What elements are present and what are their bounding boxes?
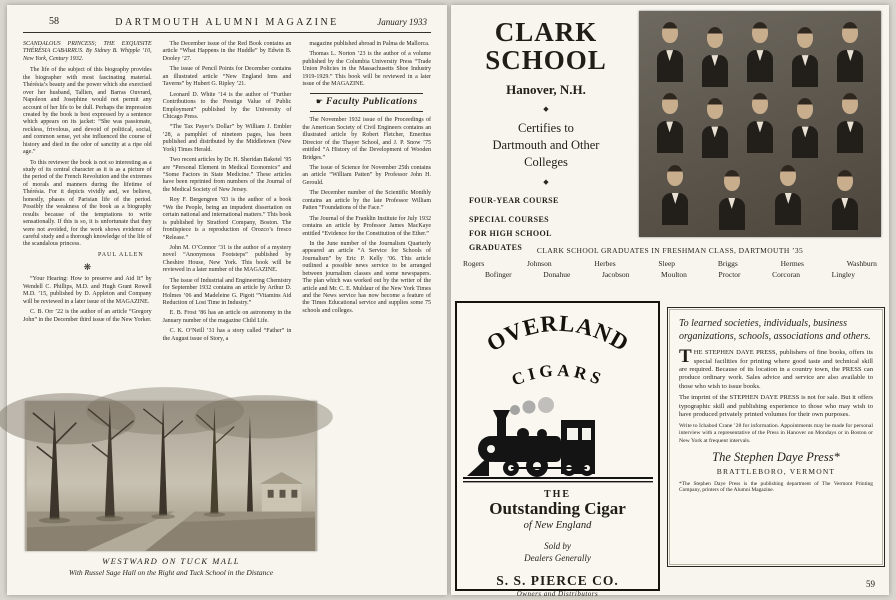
- note-paragraph: The November 1932 issue of the Proceedings of the American Society of Civil Engineers contains an illustrated article by Robert Fletcher, Emeritus Director of the Thayer School, and J. P. Snow ’75 entitled “A History of the Development of Wooden Bridges.”: [302, 117, 432, 161]
- note-paragraph: “Your Hearing: How to preserve and Aid It” by Wendell C. Phillips, M.D. and Hugh Grant Rowell M.D. ’15, published by D. Appleton and Company will be reviewed in a later issue of the MAGAZINE.: [23, 276, 152, 305]
- column-1: [23, 41, 152, 395]
- portrait: [746, 93, 774, 153]
- diamond-ornament-icon: ◆: [543, 105, 549, 114]
- graduate-name: Briggs: [717, 259, 738, 268]
- overland-region: of New England: [523, 519, 592, 531]
- portrait: [774, 165, 802, 225]
- daye-dropcap: T: [679, 346, 692, 368]
- diamond-ornament-icon: ◆: [543, 177, 549, 186]
- cigars-wordmark: CIGARS: [508, 360, 607, 390]
- clark-class-photo: [639, 11, 881, 237]
- column-3: [302, 41, 431, 395]
- note-paragraph: “The Tax Payer’s Dollar” by William J. Embler ’28, a pamphlet of nineteen pages, has been published and distributed by the Middletown (New York) Times Herald.: [162, 124, 292, 153]
- column-2: [163, 41, 292, 395]
- locomotive-illustration: [463, 398, 653, 484]
- note-paragraph: The December issue of the Red Book contains an article “What Happens in the Huddle” by Edwin B. Dooley ’27.: [162, 41, 292, 62]
- graduate-name: Bofinger: [485, 270, 512, 279]
- portrait: [746, 22, 774, 82]
- graduate-name: Washburn: [846, 259, 877, 268]
- graduate-name: Jacobson: [601, 270, 630, 279]
- daye-headline: To learned societies, individuals, business organizations, schools, associations and others.: [679, 318, 871, 343]
- photo-caption-title: WESTWARD ON TUCK MALL: [102, 556, 240, 566]
- overland-cigars-ad: [455, 301, 660, 598]
- note-paragraph: The issue of Pencil Points for December contains an illustrated article “New England Inns and Taverns” by Hubert G. Ripley ’21.: [162, 66, 292, 88]
- daye-body-paragraph: [679, 346, 873, 391]
- note-paragraph: Roy F. Bergengren ’03 is the author of a book “We the People, being an impudent dissertation on certain national and international matters.” This book is published by Stratford Company, Boston. The frontispiece is a reproduction of Orozco’s fresco “Release.”: [162, 197, 292, 241]
- overland-arc-lettering: [458, 306, 658, 398]
- review-title: SCANDALOUS PRINCESS; THE EXQUISITE THÉRÉSIA CABARRUS. By Sidney B. Whipple ’10, New York, Century 1932.: [23, 41, 152, 62]
- portrait: [791, 27, 819, 87]
- clark-location: Hanover, N.H.: [506, 82, 586, 98]
- pierce-company-role: Owners and Distributors: [516, 589, 599, 598]
- graduate-name: Proctor: [718, 270, 741, 279]
- faculty-publications-header: [310, 93, 423, 113]
- note-paragraph: The Journal of the Franklin Institute for July 1932 contains an article by Professor James MacKaye entitled “Evidence for the Constitution of the Ether.”: [302, 215, 432, 237]
- continuation-paragraph: magazine published abroad in Palma de Mallorca.: [309, 41, 430, 47]
- portrait: [661, 165, 689, 225]
- portrait: [701, 98, 729, 158]
- review-paragraph: To this reviewer the book is not so interesting as a study of its central character as it is as a picture of the period of the French Revolution and the extremes of morals and manners during the lifetime of Thérésia. For it depicts vividly and, we believe, honestly, phases of Parisian life of the period. Possibly the weakness of the book as a biography results because of the temptations to write sensationally. If this is so, it is unfortunate that they were not avoided, for the work shows evidence of careful study and a thorough knowledge of the life of the scandalous princess.: [23, 159, 152, 248]
- portrait: [836, 93, 864, 153]
- daye-body-paragraph: The imprint of the STEPHEN DAYE PRESS is not for sale. But it offers typographic skill and publishing experience to those who may wish to have produced privately printed volumes for their own purposes.: [679, 394, 873, 418]
- graduate-name: Johnson: [527, 259, 552, 268]
- pointing-hand-icon: ☛: [315, 96, 323, 106]
- svg-text:OVERLAND: [482, 311, 633, 357]
- graduate-name: Rogers: [463, 259, 485, 268]
- clark-school-ad: [459, 19, 633, 256]
- portrait: [718, 170, 746, 230]
- pierce-company-name: S. S. PIERCE CO.: [496, 572, 619, 588]
- left-page-header: [23, 15, 431, 33]
- portrait-row: [647, 22, 873, 87]
- note-paragraph: C. B. Orr ’22 is the author of an article “Gregory John” in the December third issue of the New Yorker.: [23, 309, 152, 323]
- sold-by-line: Sold by: [544, 540, 571, 551]
- note-paragraph: In the June number of the Journalism Quarterly appeared an article “A Service for Schools of Journalism” by Eric P. Kelly ’06. This article outlined a possible news service to be arranged between journalism classes and some newspapers. The plan which was worked out by the writer of the article and Mr. C. E. Muldaur of the New York Times and the News service has now become a feature of the Times Educational service and supplies some 75 schools and colleges.: [302, 240, 432, 314]
- photo-caption-subtitle: With Russel Sage Hall on the Right and Tuck School in the Distance: [68, 568, 274, 577]
- daye-signature: The Stephen Daye Press*: [712, 449, 840, 464]
- overland-wordmark: OVERLAND: [482, 310, 634, 357]
- svg-text:CIGARS: [509, 361, 607, 390]
- overland-tagline: Outstanding Cigar: [489, 499, 626, 518]
- asterisk-ornament-icon: ❋: [83, 262, 92, 273]
- graduate-name: Herbes: [594, 259, 616, 268]
- review-paragraph: The life of the subject of this biography provides the biographer with most fascinating material. Thérésia’s beauty and the power which she exercised over her husband, Tallien, and Barras Ouvrard, Napoleon and Josephine would not permit any account of her life to be dull. Perhaps the impression created by the book is best expressed by a sentence which appears on its jacket: “She was passionate, reckless, frivolous, and devoid of political, social, and common sense, yet she influenced the course of history and died in the odor of sanctity at a ripe old age.”: [23, 67, 152, 156]
- clark-name-line1: CLARK: [494, 17, 598, 47]
- clark-special-courses: SPECIAL COURSES FOR HIGH SCHOOL GRADUATES: [469, 214, 552, 253]
- daye-body-text: HE STEPHEN DAYE PRESS, publishers of fine books, offers its special facilities for printing where good taste and technical skill are required. Because of its location in a country town, the PRESS can produce ordinary work. Sales advice and service are also available to those who wish to issue books.: [679, 349, 873, 390]
- portrait: [831, 170, 859, 230]
- masthead-title: DARTMOUTH ALUMNI MAGAZINE: [115, 17, 339, 28]
- graduate-name: Corcoran: [772, 270, 801, 279]
- note-paragraph: E. B. Frost ’86 has an article on astronomy in the January number of the magazine Child Life.: [162, 310, 292, 324]
- issue-date: January 1933: [377, 17, 427, 27]
- dealers-line: Dealers Generally: [524, 553, 591, 564]
- portrait-row: [647, 165, 873, 230]
- clark-names-row-1: [463, 259, 877, 268]
- graduate-name: Hermes: [780, 259, 804, 268]
- clark-names-row-2: [485, 270, 855, 279]
- overland-sold-by: [457, 540, 658, 565]
- daye-footnote: *The Stephen Daye Press is the publishing department of The Vermont Printing Company, printers of the Alumni Magazine.: [679, 480, 873, 494]
- portrait: [701, 27, 729, 87]
- portrait: [791, 98, 819, 158]
- photo-caption: [25, 556, 317, 577]
- note-paragraph: Leonard D. White ’14 is the author of “Further Contributions to the Prestige Value of Public Employment” published by the University of Chicago Press.: [162, 91, 292, 120]
- graduate-name: Sleep: [658, 259, 676, 268]
- page-number-right: 59: [866, 579, 875, 589]
- daye-location: BRATTLEBORO, VERMONT: [716, 466, 836, 476]
- clark-name-line2: SCHOOL: [485, 44, 607, 75]
- clark-photo-caption: CLARK SCHOOL GRADUATES IN FRESHMAN CLASS, DARTMOUTH ’35: [536, 246, 804, 255]
- note-paragraph: The December number of the Scientific Monthly contains an article by the late Professor William Patten “Foundations of the Face.”: [302, 190, 432, 212]
- graduate-name: Lingley: [831, 270, 855, 279]
- clark-certifies: Certifies to Dartmouth and Other Colleges: [492, 121, 600, 169]
- text-columns: [23, 41, 431, 395]
- note-paragraph: C. K. O’Neill ’31 has a story called “Father” in the August issue of Story, a: [162, 328, 292, 342]
- portrait-row: [647, 93, 873, 158]
- portrait: [656, 93, 684, 153]
- overland-the: THE: [543, 489, 572, 500]
- note-paragraph: The issue of Industrial and Engineering Chemistry for September 1932 contains an article by Arthur D. Holmes ’06 and Madeleine G. Pigott “Vitamins Aid Reduction of Lost Time in Industry.”: [162, 277, 292, 306]
- stephen-daye-press-ad: [667, 307, 885, 567]
- portrait: [836, 22, 864, 82]
- page-number-left: 58: [49, 16, 59, 27]
- right-page: [451, 5, 889, 598]
- section-title: Faculty Publications: [325, 96, 418, 107]
- daye-note: Write to Ichabod Crane ’28 for information. Appointments may be made for personal interview with a representative of the Press in Hanover on Mondays or in Boston or New York at frequent intervals.: [679, 423, 873, 444]
- note-paragraph: Two recent articles by Dr. H. Sheridan Baketel ’95 are “Personal Element in Medical Economics” and “Some Factors in State Medicine.” These articles have been reprinted from numbers of the Journal of the Medical Society of New Jersey.: [162, 157, 292, 193]
- clark-course: FOUR-YEAR COURSE: [469, 195, 559, 205]
- tuck-mall-photo: [25, 401, 317, 551]
- review-byline: PAUL ALLEN: [97, 251, 144, 258]
- graduate-name: Donahue: [543, 270, 571, 279]
- graduate-name: Moulton: [661, 270, 687, 279]
- left-page: [7, 5, 447, 595]
- note-paragraph: The issue of Science for November 25th contains an article “William Patten” by Professor John H. Gerould.: [302, 165, 432, 186]
- note-paragraph: John M. O’Connor ’31 is the author of a mystery novel “Anonymous Footsteps” published by Cheshire House, New York. This book will be reviewed in a later number of the MAGAZINE.: [162, 244, 292, 274]
- note-paragraph: Thomas L. Norton ’23 is the author of a volume published by the Columbia University Press “Trade Union Policies in the Massachusetts Shoe Industry 1919-1929.” This book will be reviewed in a later issue of the MAGAZINE.: [302, 51, 432, 88]
- portrait: [656, 22, 684, 82]
